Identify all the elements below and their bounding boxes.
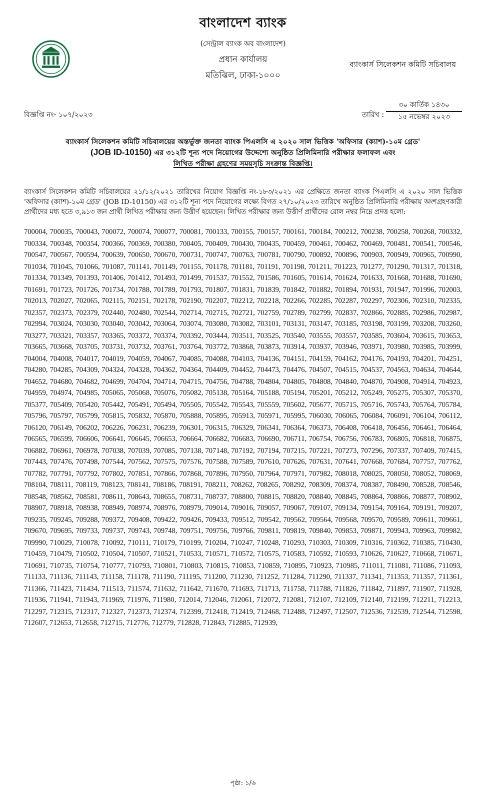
- org-name: বাংলাদেশ ব্যাংক: [199, 16, 287, 31]
- date-bangla: ৩০ কার্তিক ১৪৩০: [398, 101, 450, 109]
- subject-line-1: ব্যাংকার্স সিলেকশন কমিটি সচিবালয়ের অন্তর্ভুক্ত জনতা ব্যাংক পিএলসি এ ২০২০ সাল ভিত্তিক 'অফিসার (ক্যাশ)-১০ম গ্রেড': [65, 137, 421, 146]
- subject-line-3: লিখিত পরীক্ষা গ্রহণের সময়সূচি সংক্রান্ত বিজ্ঞপ্তি।: [173, 159, 313, 168]
- memo-date-row: [24, 100, 462, 134]
- subject-line-2: [30, 147, 456, 158]
- subject-line-2-text: এর ৩১২টি শূন্য পদে নিয়োগের উদ্দেশ্যে অনুষ্ঠিত প্রিলিমিনারি পরীক্ষার ফলাফল এবং: [154, 148, 396, 157]
- notice-subject: [30, 136, 456, 169]
- letterhead: [0, 14, 486, 83]
- roll-number-list: 700004, 700035, 700043, 700072, 700074, 700077, 700081, 700133, 700155, 700157, 700161, 700184, 700212, 700238, 700258, 700268, 700332, 700334, 700348, 700354, 700366, 700369, 700380, 700405, 700409, 700430, 700435, 700459, 700461, 700462, 700469, 700481, 700541, 700546, 700547, 700567, 700594, 700639, 700650, 700670, 700731, 700747, 700763, 700781, 700790, 700892, 700896, 700903, 700949, 700965, 700990, 701034, 701045, 701066, 701087, 701141, 701149, 701155, 701178, 701181, 701191, 701198, 701211, 701223, 701277, 701290, 701317, 701318, 701334, 701349, 701393, 701406, 701412, 701493, 701499, 701537, 701552, 701586, 701605, 701614, 701624, 701633, 701668, 701688, 701690, 701691, 701723, 701726, 701734, 701788, 701789, 701793, 701807, 701831, 701839, 701842, 701882, 701894, 701931, 701947, 701996, 702003, 702013, 702027, 702065, 702115, 702151, 702178, 702190, 702207, 702212, 702218, 702266, 702285, 702287, 702297, 702306, 702310, 702335, 702357, 702373, 702379, 702440, 702480, 702544, 702714, 702715, 702721, 702759, 702789, 702799, 702837, 702866, 702885, 702986, 702987, 702994, 703024, 703030, 703040, 703042, 703064, 703074, 703080, 703082, 703101, 703131, 703147, 703185, 703198, 703199, 703208, 703260, 703277, 703321, 703357, 703365, 703372, 703374, 703392, 703444, 703511, 703525, 703540, 703555, 703557, 703585, 703604, 703615, 703653, 703665, 703668, 703705, 703731, 703732, 703761, 703764, 703772, 703868, 703873, 703914, 703937, 703946, 703971, 703980, 703985, 703999, 704004, 704008, 704017, 704019, 704059, 704067, 704085, 704088, 704103, 704136, 704151, 704159, 704162, 704176, 704193, 704201, 704251, 704280, 704285, 704309, 704324, 704328, 704362, 704364, 704409, 704452, 704473, 704476, 704507, 704515, 704537, 704563, 704634, 704644, 704652, 704680, 704682, 704699, 704704, 704714, 704715, 704756, 704788, 704804, 704805, 704808, 704840, 704870, 704908, 704914, 704923, 704959, 704974, 704985, 705065, 705068, 705076, 705082, 705138, 705164, 705188, 705194, 705201, 705212, 705249, 705275, 705307, 705370, 705377, 705409, 705420, 705442, 705491, 705494, 705505, 705542, 705543, 705559, 705602, 705677, 705715, 705716, 705743, 705764, 705784, 705796, 705797, 705799, 705815, 705832, 705870, 705888, 705895, 705913, 705971, 705995, 706030, 706065, 706084, 706091, 706104, 706112, 706120, 706149, 706202, 706226, 706231, 706239, 706301, 706315, 706329, 706341, 706364, 706373, 706408, 706418, 706456, 706461, 706464, 706565, 706599, 706606, 706641, 706645, 706653, 706664, 706682, 706683, 706690, 706711, 706754, 706756, 706783, 706805, 706818, 706875, 706882, 706961, 706978, 707038, 707039, 707085, 707138, 707148, 707192, 707194, 707215, 707221, 707273, 707296, 707337, 707409, 707415, 707443, 707476, 707498, 707544, 707562, 707575, 707576, 707588, 707589, 707610, 707626, 707631, 707641, 707668, 707684, 707757, 707762, 707782, 707791, 707792, 707802, 707851, 707866, 707868, 707896, 707950, 707964, 707971, 707982, 708018, 708025, 708050, 708052, 708069, 708104, 708111, 708119, 708123, 708141, 708186, 708191, 708211, 708262, 708265, 708292, 708309, 708374, 708387, 708490, 708528, 708546, 708548, 708562, 708581, 708611, 708643, 708655, 708731, 708737, 708800, 708815, 708820, 708840, 708845, 708864, 708866, 708877, 708902, 708907, 708918, 708938, 708949, 708974, 708976, 708979, 709014, 709016, 709057, 709067, 709107, 709134, 709154, 709164, 709191, 709207, 709235, 709245, 709288, 709372, 709408, 709422, 709426, 709433, 709512, 709542, 709562, 709564, 709568, 709570, 709589, 709611, 709661, 709670, 709695, 709733, 709737, 709743, 709748, 709751, 709756, 709766, 709811, 709819, 709840, 709853, 709871, 709943, 709963, 709982, 709990, 710029, 710078, 710092, 710111, 710179, 710199, 710204, 710247, 710248, 710293, 710303, 710309, 710316, 710362, 710385, 710430, 710459, 710479, 710502, 710504, 710507, 710521, 710533, 710571, 710572, 710575, 710583, 710592, 710593, 710626, 710627, 710668, 710671, 710691, 710735, 710754, 710777, 710793, 710801, 710803, 710815, 710853, 710859, 710895, 710923, 710985, 711011, 711081, 711086, 711093, 711133, 711136, 711143, 711158, 711178, 711190, 711195, 711200, 711230, 711252, 711284, 711290, 711337, 711341, 711353, 711357, 711361, 711366, 711423, 711434, 711513, 711574, 711632, 711642, 711670, 711693, 711713, 711758, 711788, 711826, 711842, 711897, 711907, 711928, 711936, 711941, 711943, 711969, 711976, 711980, 712014, 712046, 712061, 712072, 712081, 712107, 712109, 712140, 712199, 712211, 712213, 712297, 712315, 712317, 712327, 712373, 712374, 712399, 712418, 712419, 712468, 712488, 712497, 712507, 712536, 712539, 712544, 712598, 712607, 712653, 712658, 712715, 712776, 712779, 712828, 712843, 712885, 712939,: [24, 227, 462, 627]
- org-subtitle: (সেন্ট্রাল ব্যাংক অব বাংলাদেশ): [200, 40, 286, 48]
- office-address: মতিঝিল, ঢাকা-১০০০: [205, 71, 281, 81]
- memo-number: বিজ্ঞপ্তি নং- ১০৭/২০২৩: [24, 111, 93, 119]
- page-number: পৃষ্ঠা: ১/৬: [230, 779, 256, 787]
- intro-paragraph: ব্যাংকার্স সিলেকশন কমিটি সচিবালয়ের ২১/১২/২০২১ তারিখের নিয়োগ বিজ্ঞপ্তি নং-১৮৩/২০২১ এর প্রেক্ষিতে জনতা ব্যাংক পিএলসি এ ২০২০ সাল ভিত্তিক 'অফিসার (ক্যাশ)-১০ম গ্রেড' (JOB ID-10150) এর ৩১২টি শূন্য পদে নিয়োগের লক্ষ্যে বিগত ২৭/১০/২০২৩ তারিখে অনুষ্ঠিত প্রিলিমিনারি পরীক্ষায় অংশগ্রহণকারী প্রার্থীদের মধ্য হতে ৩,৯১৩ জন প্রার্থী লিখিত পরীক্ষার জন্য উত্তীর্ণ হয়েছেন। লিখিত পরীক্ষার জন্য উত্তীর্ণ প্রার্থীদের রোল নম্বর নিম্নে প্রদত্ত হলো:: [24, 188, 462, 216]
- job-id: (JOB ID-10150): [90, 147, 152, 157]
- date-box: [386, 100, 462, 123]
- secretariat-name: ব্যাংকার্স সিলেকশন কমিটি সচিবালয়: [349, 60, 456, 69]
- office-name: প্রধান কার্যালয়: [218, 55, 268, 65]
- date-label: তারিখ :: [361, 111, 384, 119]
- date-english: ১৫ নভেম্বর ২০২৩: [386, 111, 462, 123]
